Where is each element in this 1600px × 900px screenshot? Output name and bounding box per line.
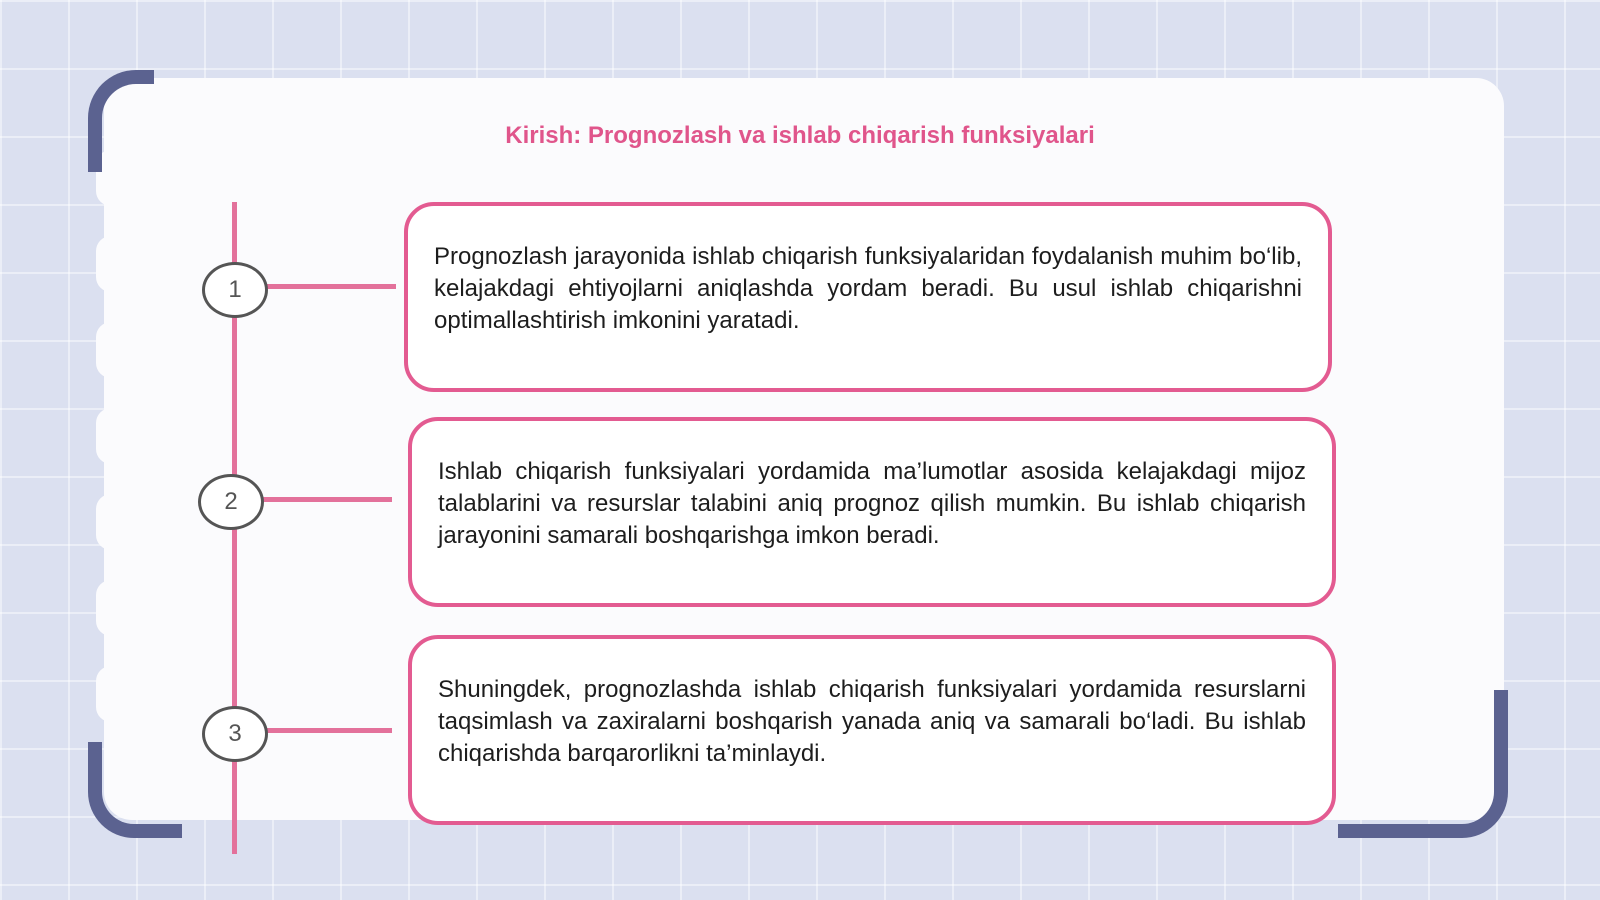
step-text-1: Prognozlash jarayonida ishlab chiqarish funksiyalaridan foydalanish muhim bo‘lib, kelajakdagi ehtiyojlarni aniqlashda yordam beradi. Bu usul ishlab chiqarishni optimallashtirish imkonini yaratadi. bbox=[434, 243, 1302, 334]
card-scallop bbox=[96, 408, 126, 464]
corner-bracket-bottom-left bbox=[88, 742, 182, 838]
timeline-connector-3 bbox=[266, 728, 392, 733]
corner-bracket-bottom-right bbox=[1338, 690, 1508, 838]
corner-bracket-top-left bbox=[88, 70, 154, 172]
step-number-3: 3 bbox=[202, 706, 268, 762]
card-scallop bbox=[96, 236, 126, 292]
step-number-1: 1 bbox=[202, 262, 268, 318]
card-scallop bbox=[96, 322, 126, 378]
step-box-2 bbox=[408, 417, 1336, 607]
card-scallop bbox=[96, 666, 126, 722]
card-scallop bbox=[96, 494, 126, 550]
timeline-connector-1 bbox=[266, 284, 396, 289]
slide-title: Kirish: Prognozlash va ishlab chiqarish funksiyalari bbox=[505, 122, 1095, 149]
step-number-2: 2 bbox=[198, 474, 264, 530]
timeline-connector-2 bbox=[262, 497, 392, 502]
step-box-3 bbox=[408, 635, 1336, 825]
step-text-3: Shuningdek, prognozlashda ishlab chiqarish funksiyalari yordamida resurslarni taqsimlash va zaxiralarni boshqarish yanada aniq va samarali bo‘ladi. Bu ishlab chiqarishda barqarorlikni ta’minlaydi. bbox=[438, 676, 1306, 767]
step-text-2: Ishlab chiqarish funksiyalari yordamida ma’lumotlar asosida kelajakdagi mijoz talablarini va resurslar talabini aniq prognoz qilish mumkin. Bu ishlab chiqarish jarayonini samarali boshqarishga imkon beradi. bbox=[438, 458, 1306, 549]
step-box-1 bbox=[404, 202, 1332, 392]
card-scallop bbox=[96, 580, 126, 636]
